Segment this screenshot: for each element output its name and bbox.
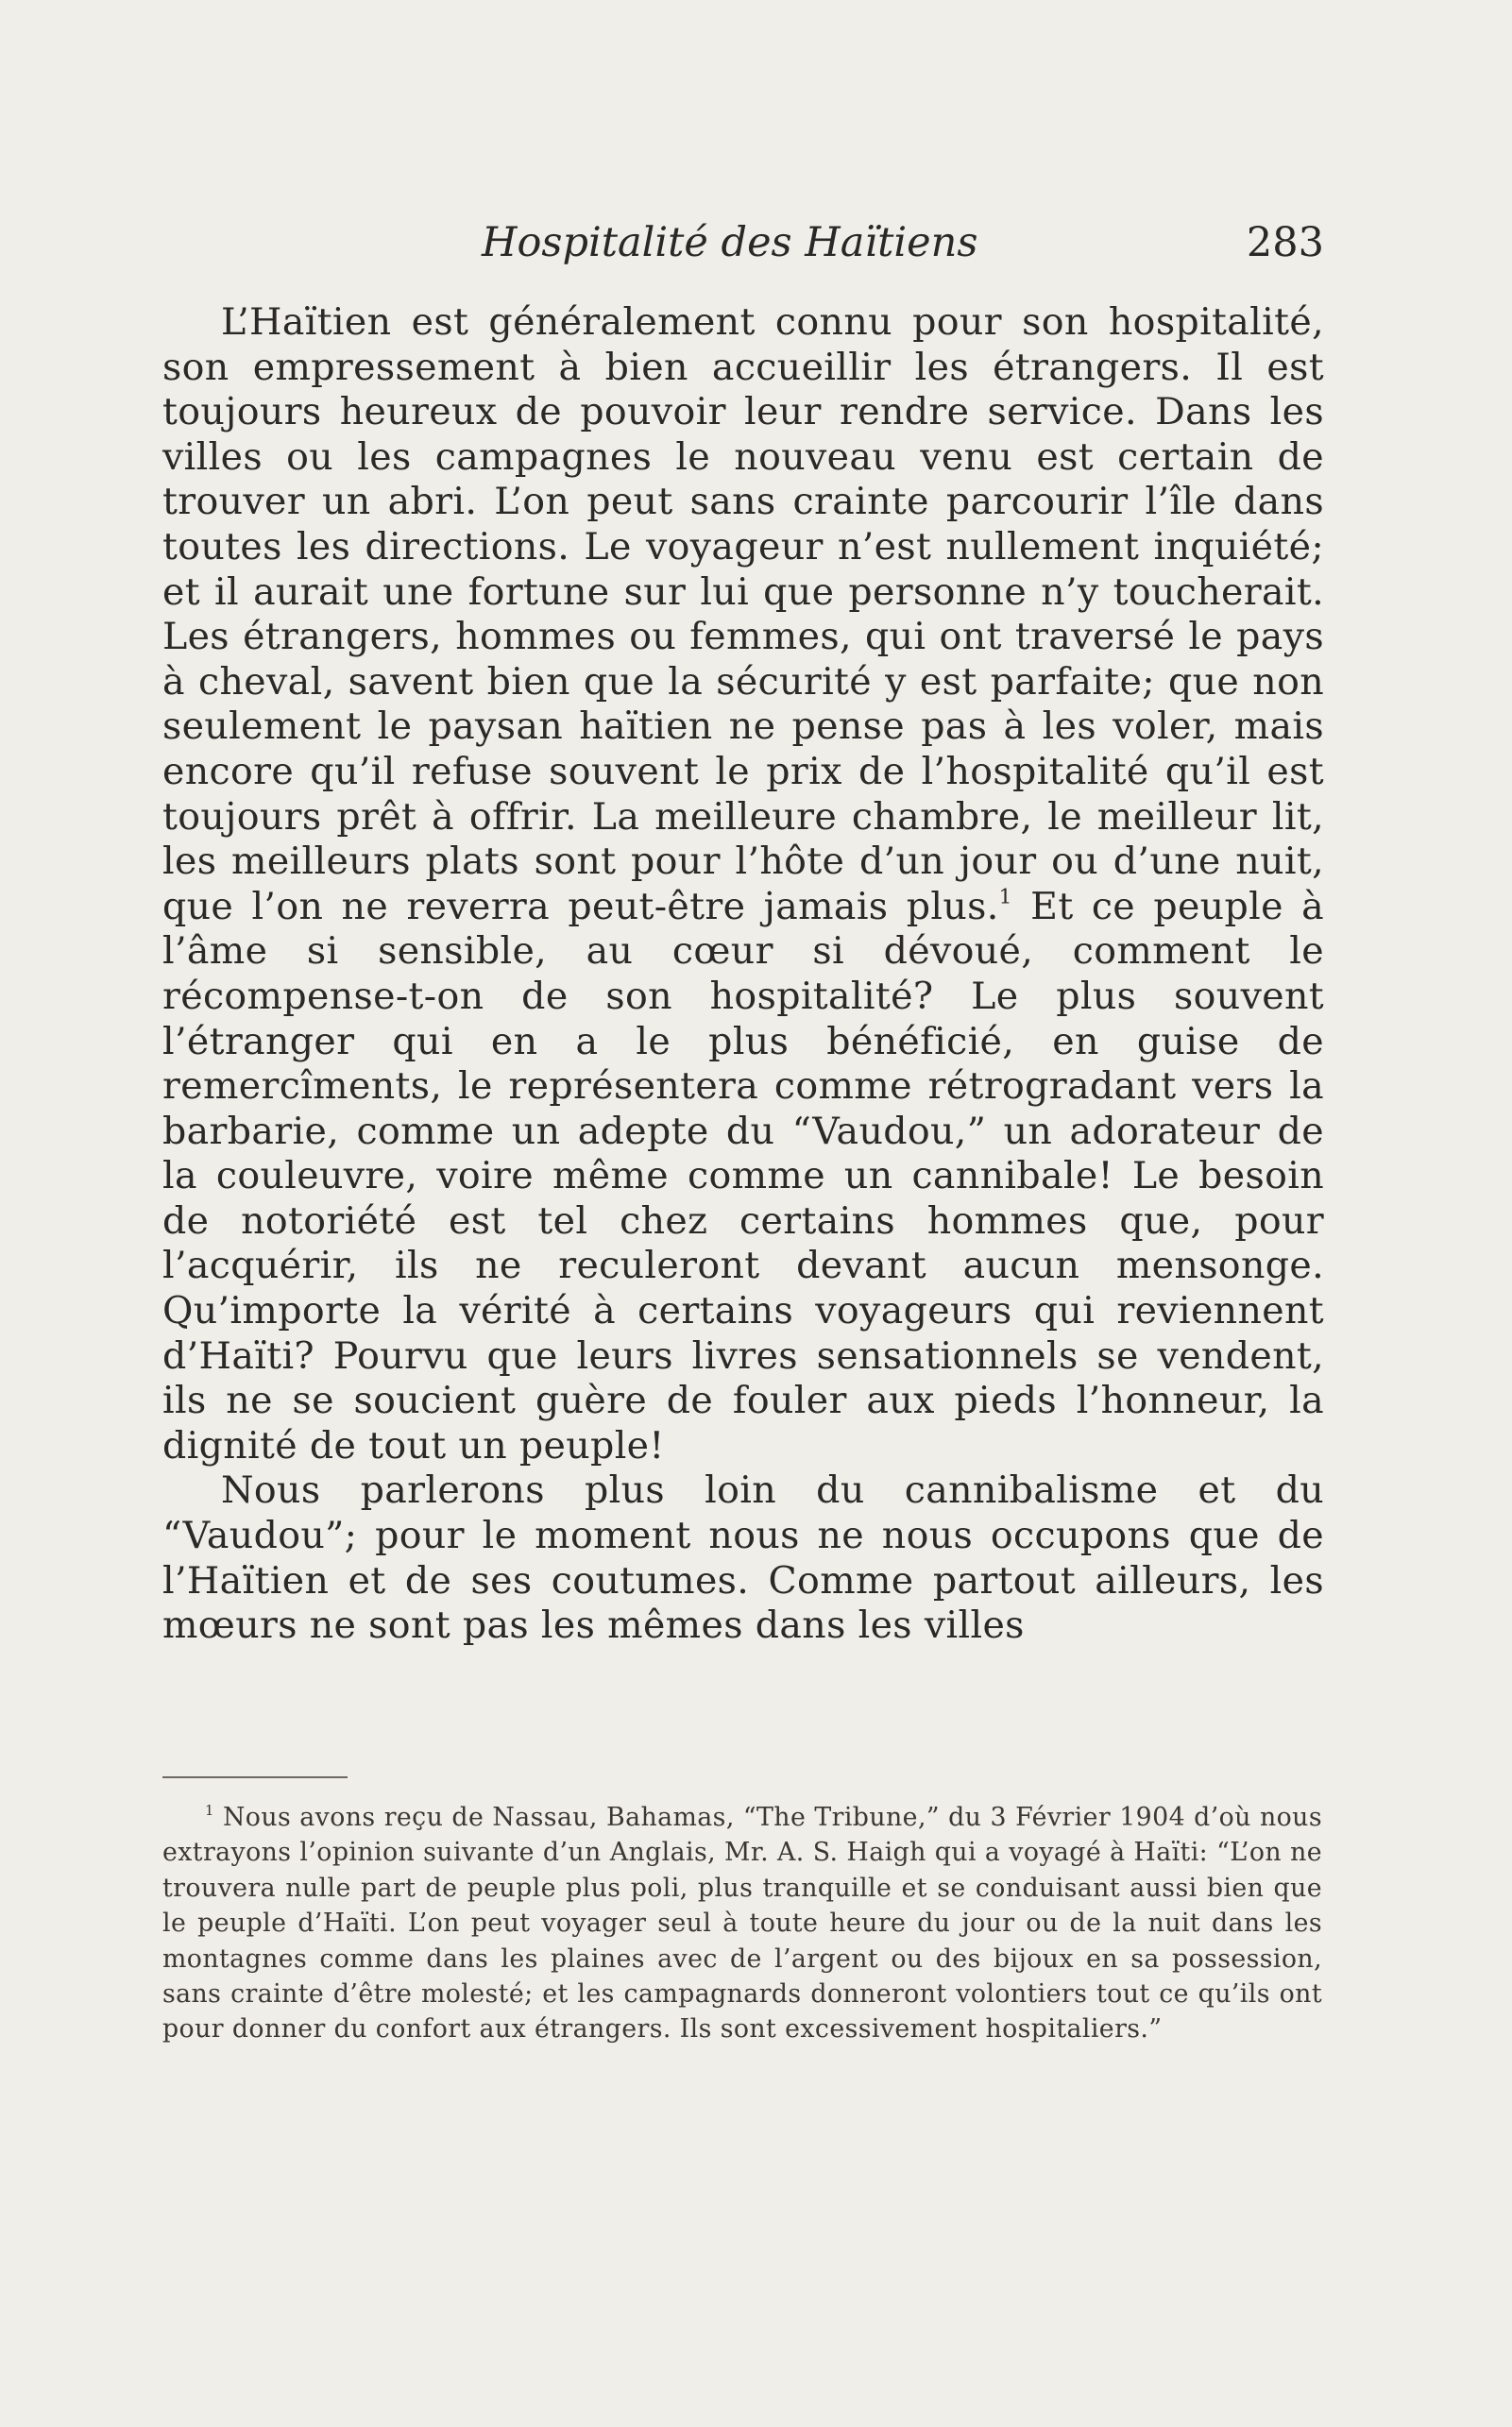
main-text (162, 300, 1324, 1649)
page-number: 283 (1246, 219, 1324, 266)
paragraph-1-part-1: L’Haïtien est généralement connu pour son hospitalité, son empressement à bien accueillir les étrangers. Il est toujours heureux de pouvoir leur rendre service. Dans les villes ou les campagnes le nouveau venu est certain de trouver un abri. L’on peut sans crainte parcourir l’île dans toutes les directions. Le voyageur n’est nullement inquiété; et il aurait une fortune sur lui que personne n’y toucherait. Les étrangers, hommes ou femmes, qui ont traversé le pays à cheval, savent bien que la sécurité y est parfaite; que non seulement le paysan haïtien ne pense pas à les voler, mais encore qu’il refuse souvent le prix de l’hospitalité qu’il est toujours prêt à offrir. La meilleure chambre, le meilleur lit, les meilleurs plats sont pour l’hôte d’un jour ou d’une nuit, que l’on ne reverra peut-être jamais plus. (162, 300, 1324, 928)
footnote-paragraph (162, 1800, 1322, 2047)
page-header (162, 219, 1324, 285)
paragraph-1 (162, 300, 1324, 1468)
paragraph-2: Nous parlerons plus loin du cannibalisme et du “Vaudou”; pour le moment nous ne nous occupons que de l’Haïtien et de ses coutumes. Comme partout ailleurs, les mœurs ne sont pas les mêmes dans les villes (162, 1468, 1324, 1648)
footnote (162, 1800, 1322, 2047)
running-title: Hospitalité des Haïtiens (482, 219, 978, 266)
footnote-reference: 1 (998, 885, 1012, 909)
paragraph-1-part-2: Et ce peuple à l’âme si sensible, au cœur si dévoué, comment le récompense-t-on de son hospitalité? Le plus souvent l’étranger qui en a le plus bénéficié, en guise de remercîments, le représentera comme rétrogradant vers la barbarie, comme un adepte du “Vaudou,” un adorateur de la couleuvre, voire même comme un cannibale! Le besoin de notoriété est tel chez certains hommes que, pour l’acquérir, ils ne reculeront devant aucun mensonge. Qu’importe la vérité à certains voyageurs qui reviennent d’Haïti? Pourvu que leurs livres sensationnels se vendent, ils ne se soucient guère de fouler aux pieds l’honneur, la dignité de tout un peuple! (162, 884, 1325, 1468)
footnote-divider (162, 1776, 348, 1778)
footnote-marker: 1 (205, 1802, 214, 1819)
footnote-text: Nous avons reçu de Nassau, Bahamas, “The Tribune,” du 3 Février 1904 d’où nous extrayons l’opinion suivante d’un Anglais, Mr. A. S. Haigh qui a voyagé à Haïti: “L’on ne trouvera nulle part de peuple plus poli, plus tranquille et se conduisant aussi bien que le peuple d’Haïti. L’on peut voyager seul à toute heure du jour ou de la nuit dans les montagnes comme dans les plaines avec de l’argent ou des bijoux en sa possession, sans crainte d’être molesté; et les campagnards donneront volontiers tout ce qu’ils ont pour donner du confort aux étrangers. Ils sont excessivement hospitaliers.” (162, 1803, 1322, 2045)
